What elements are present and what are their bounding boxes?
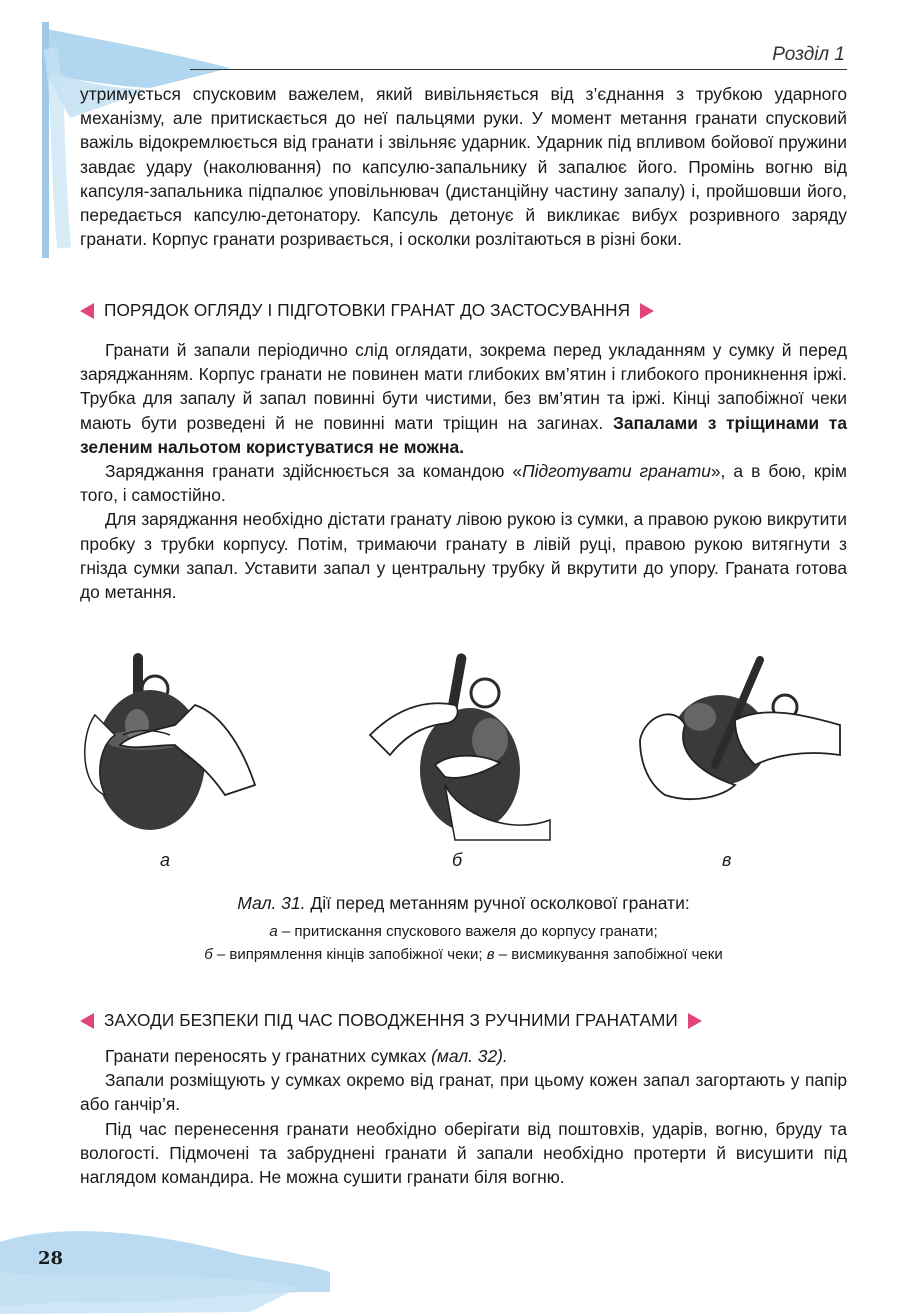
section-2-body	[80, 1044, 847, 1189]
paragraph: Під час перенесення гранати необхідно оберігати від поштовхів, ударів, вогню, бруду та вологості. Підмочені та забруднені гранати й запали необхідно протерти й висушити під наглядом командира. Не можна сушити гранати біля вогню.	[80, 1118, 847, 1188]
figure-number: Мал. 31.	[237, 893, 306, 913]
heading-text: ПОРЯДОК ОГЛЯДУ І ПІДГОТОВКИ ГРАНАТ ДО ЗАСТОСУВАННЯ	[104, 300, 631, 320]
figure-label-c: в	[722, 850, 732, 870]
grenade-illustration-c	[635, 645, 845, 845]
triangle-right-icon	[640, 303, 654, 319]
text-span: Заряджання гранати здійснюється за командою «	[105, 461, 523, 482]
italic-text: (мал. 32).	[431, 1046, 508, 1066]
paragraph	[80, 1044, 847, 1068]
bold-text: Запалами з тріщинами та зеленим нальотом користуватися не можна.	[80, 412, 847, 457]
subcaption-letter: б	[204, 946, 213, 963]
paragraph	[80, 338, 847, 459]
header-rule	[190, 69, 847, 70]
paragraph: утримується спусковим важелем, який вивільняється від з’єднання з трубкою ударного механізму, але притискається до неї пальцями руки. У момент метання гранати спусковий важіль відокремлюється від гранати і звільняє ударник. Ударник під впливом бойової пружини завдає удару (наколювання) по капсулю-запальнику й запалює його. Промінь вогню від капсуля-запальника підпалює уповільнювач (дистанційну частину запалу) і, пройшовши його, передається капсулю-детонатору. Капсуль детонує й викликає вибух розривного заряду гранати. Корпус гранати розривається, і осколки розлітаються в різні боки.	[80, 84, 847, 250]
figure-caption	[80, 893, 847, 914]
text-span: », а в бою, крім того, і самостійно.	[80, 461, 848, 506]
grenade-illustration-a	[75, 645, 275, 845]
subcaption-text: – випрямлення кінців запобіжної чеки;	[212, 946, 487, 963]
triangle-right-icon	[688, 1013, 702, 1029]
figure-label-a: а	[160, 850, 171, 870]
section-heading-2	[80, 1010, 847, 1031]
subcaption-text: – притискання спускового важеля до корпусу гранати;	[277, 923, 658, 940]
page-number: 28	[38, 1248, 64, 1269]
subcaption-text: – висмикування запобіжної чеки	[494, 946, 723, 963]
heading-text: ЗАХОДИ БЕЗПЕКИ ПІД ЧАС ПОВОДЖЕННЯ З РУЧНИМИ ГРАНАТАМИ	[104, 1010, 678, 1030]
section-heading-1	[80, 300, 847, 321]
section-1-body	[80, 338, 847, 604]
figure-title: Дії перед метанням ручної осколкової гранати:	[305, 893, 690, 913]
triangle-left-icon	[80, 303, 94, 319]
text-span: Гранати й запали періодично слід оглядати, зокрема перед укладанням у сумку й перед заряджанням. Корпус гранати не повинен мати глибоких вм’ятин і глибокого проникнення іржі. Трубка для запалу й запал повинні бути чистими, без вм’ятин та іржі. Кінці запобіжної чеки мають бути розведені й не повинні мати тріщин на загинах.	[80, 340, 847, 433]
grenade-illustration-b	[360, 645, 560, 845]
paragraph-top	[80, 82, 847, 251]
subcaption-letter: в	[486, 946, 495, 963]
paragraph: Для заряджання необхідно дістати гранату лівою рукою із сумки, а правою рукою викрутити пробку з трубки корпусу. Потім, тримаючи гранату в лівій руці, правою рукою витягнути з гнізда сумки запал. Уставити запал у центральну трубку й вкрутити до упору. Граната готова до метання.	[80, 509, 847, 603]
paragraph: Запали розміщують у сумках окремо від гранат, при цьому кожен запал загортають у папір або ганчір’я.	[80, 1070, 847, 1115]
figure-subcaption-1	[80, 920, 847, 943]
italic-text: Підготувати гранати	[522, 461, 711, 482]
triangle-left-icon	[80, 1013, 94, 1029]
text-span: Гранати переносять у гранатних сумках	[105, 1046, 432, 1066]
figure-subcaption-2	[80, 943, 847, 966]
figure-label-b: б	[452, 850, 463, 870]
subcaption-letter: а	[269, 923, 278, 940]
section-label: Розділ 1	[772, 44, 845, 65]
paragraph	[80, 459, 847, 507]
